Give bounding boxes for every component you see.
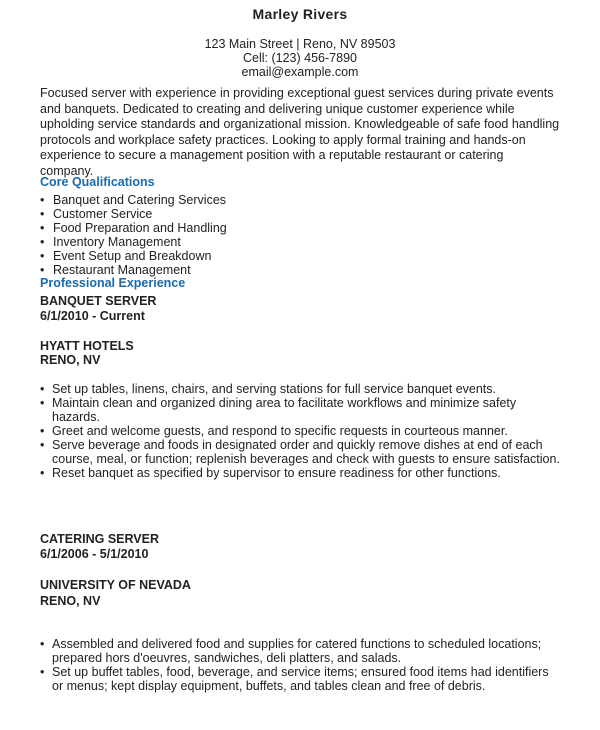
list-item: • Greet and welcome guests, and respond to specific requests in courteous manner. (40, 424, 560, 438)
list-item: • Maintain clean and organized dining area to facilitate workflows and minimize safety hazards. (40, 396, 560, 424)
job-duties-list (40, 637, 560, 693)
phone: Cell: (123) 456-7890 (243, 51, 357, 65)
job-duties-list (40, 382, 560, 480)
professional-experience-heading: Professional Experience (40, 276, 186, 290)
core-qualifications-heading: Core Qualifications (40, 175, 155, 189)
employer-name: UNIVERSITY OF NEVADA (40, 578, 191, 592)
list-item: • Set up buffet tables, food, beverage, and service items; ensured food items had identifiers or menus; kept display equipment, buffets, and tables clean and free of debris. (40, 665, 560, 693)
job-dates: 6/1/2010 - Current (40, 309, 145, 323)
address: 123 Main Street | Reno, NV 89503 (204, 37, 396, 51)
employer-name: HYATT HOTELS (40, 339, 134, 353)
job-title: BANQUET SERVER (40, 294, 157, 308)
core-qualifications-list (40, 193, 227, 277)
list-item: • Assembled and delivered food and supplies for catered functions to scheduled locations; prepared hors d'oeuvres, sandwiches, deli platters, and salads. (40, 637, 560, 665)
list-item: • Reset banquet as specified by supervisor to ensure readiness for other functions. (40, 466, 560, 480)
employer-location: RENO, NV (40, 594, 101, 608)
list-item: • Restaurant Management (40, 263, 227, 277)
email: email@example.com (241, 65, 359, 79)
list-item: • Food Preparation and Handling (40, 221, 227, 235)
job-dates: 6/1/2006 - 5/1/2010 (40, 547, 149, 561)
job-title: CATERING SERVER (40, 532, 160, 546)
list-item: • Customer Service (40, 207, 227, 221)
employer-location: RENO, NV (40, 353, 101, 367)
summary-paragraph: Focused server with experience in providing exceptional guest services during private events and banquets. Dedicated to creating and delivering unique customer experience while upholding service standards and organizational mission. Knowledgeable of safe food handling protocols and workplace safety practices. Looking to apply formal training and hands-on experience to secure a management position with a reputable restaurant or catering company. (40, 86, 560, 178)
list-item: • Serve beverage and foods in designated order and quickly remove dishes at end of each course, meal, or function; replenish beverages and check with guests to ensure satisfaction. (40, 438, 560, 466)
candidate-name: Marley Rivers (252, 6, 348, 22)
list-item: • Event Setup and Breakdown (40, 249, 227, 263)
list-item: • Set up tables, linens, chairs, and serving stations for full service banquet events. (40, 382, 560, 396)
list-item: • Inventory Management (40, 235, 227, 249)
list-item: • Banquet and Catering Services (40, 193, 227, 207)
